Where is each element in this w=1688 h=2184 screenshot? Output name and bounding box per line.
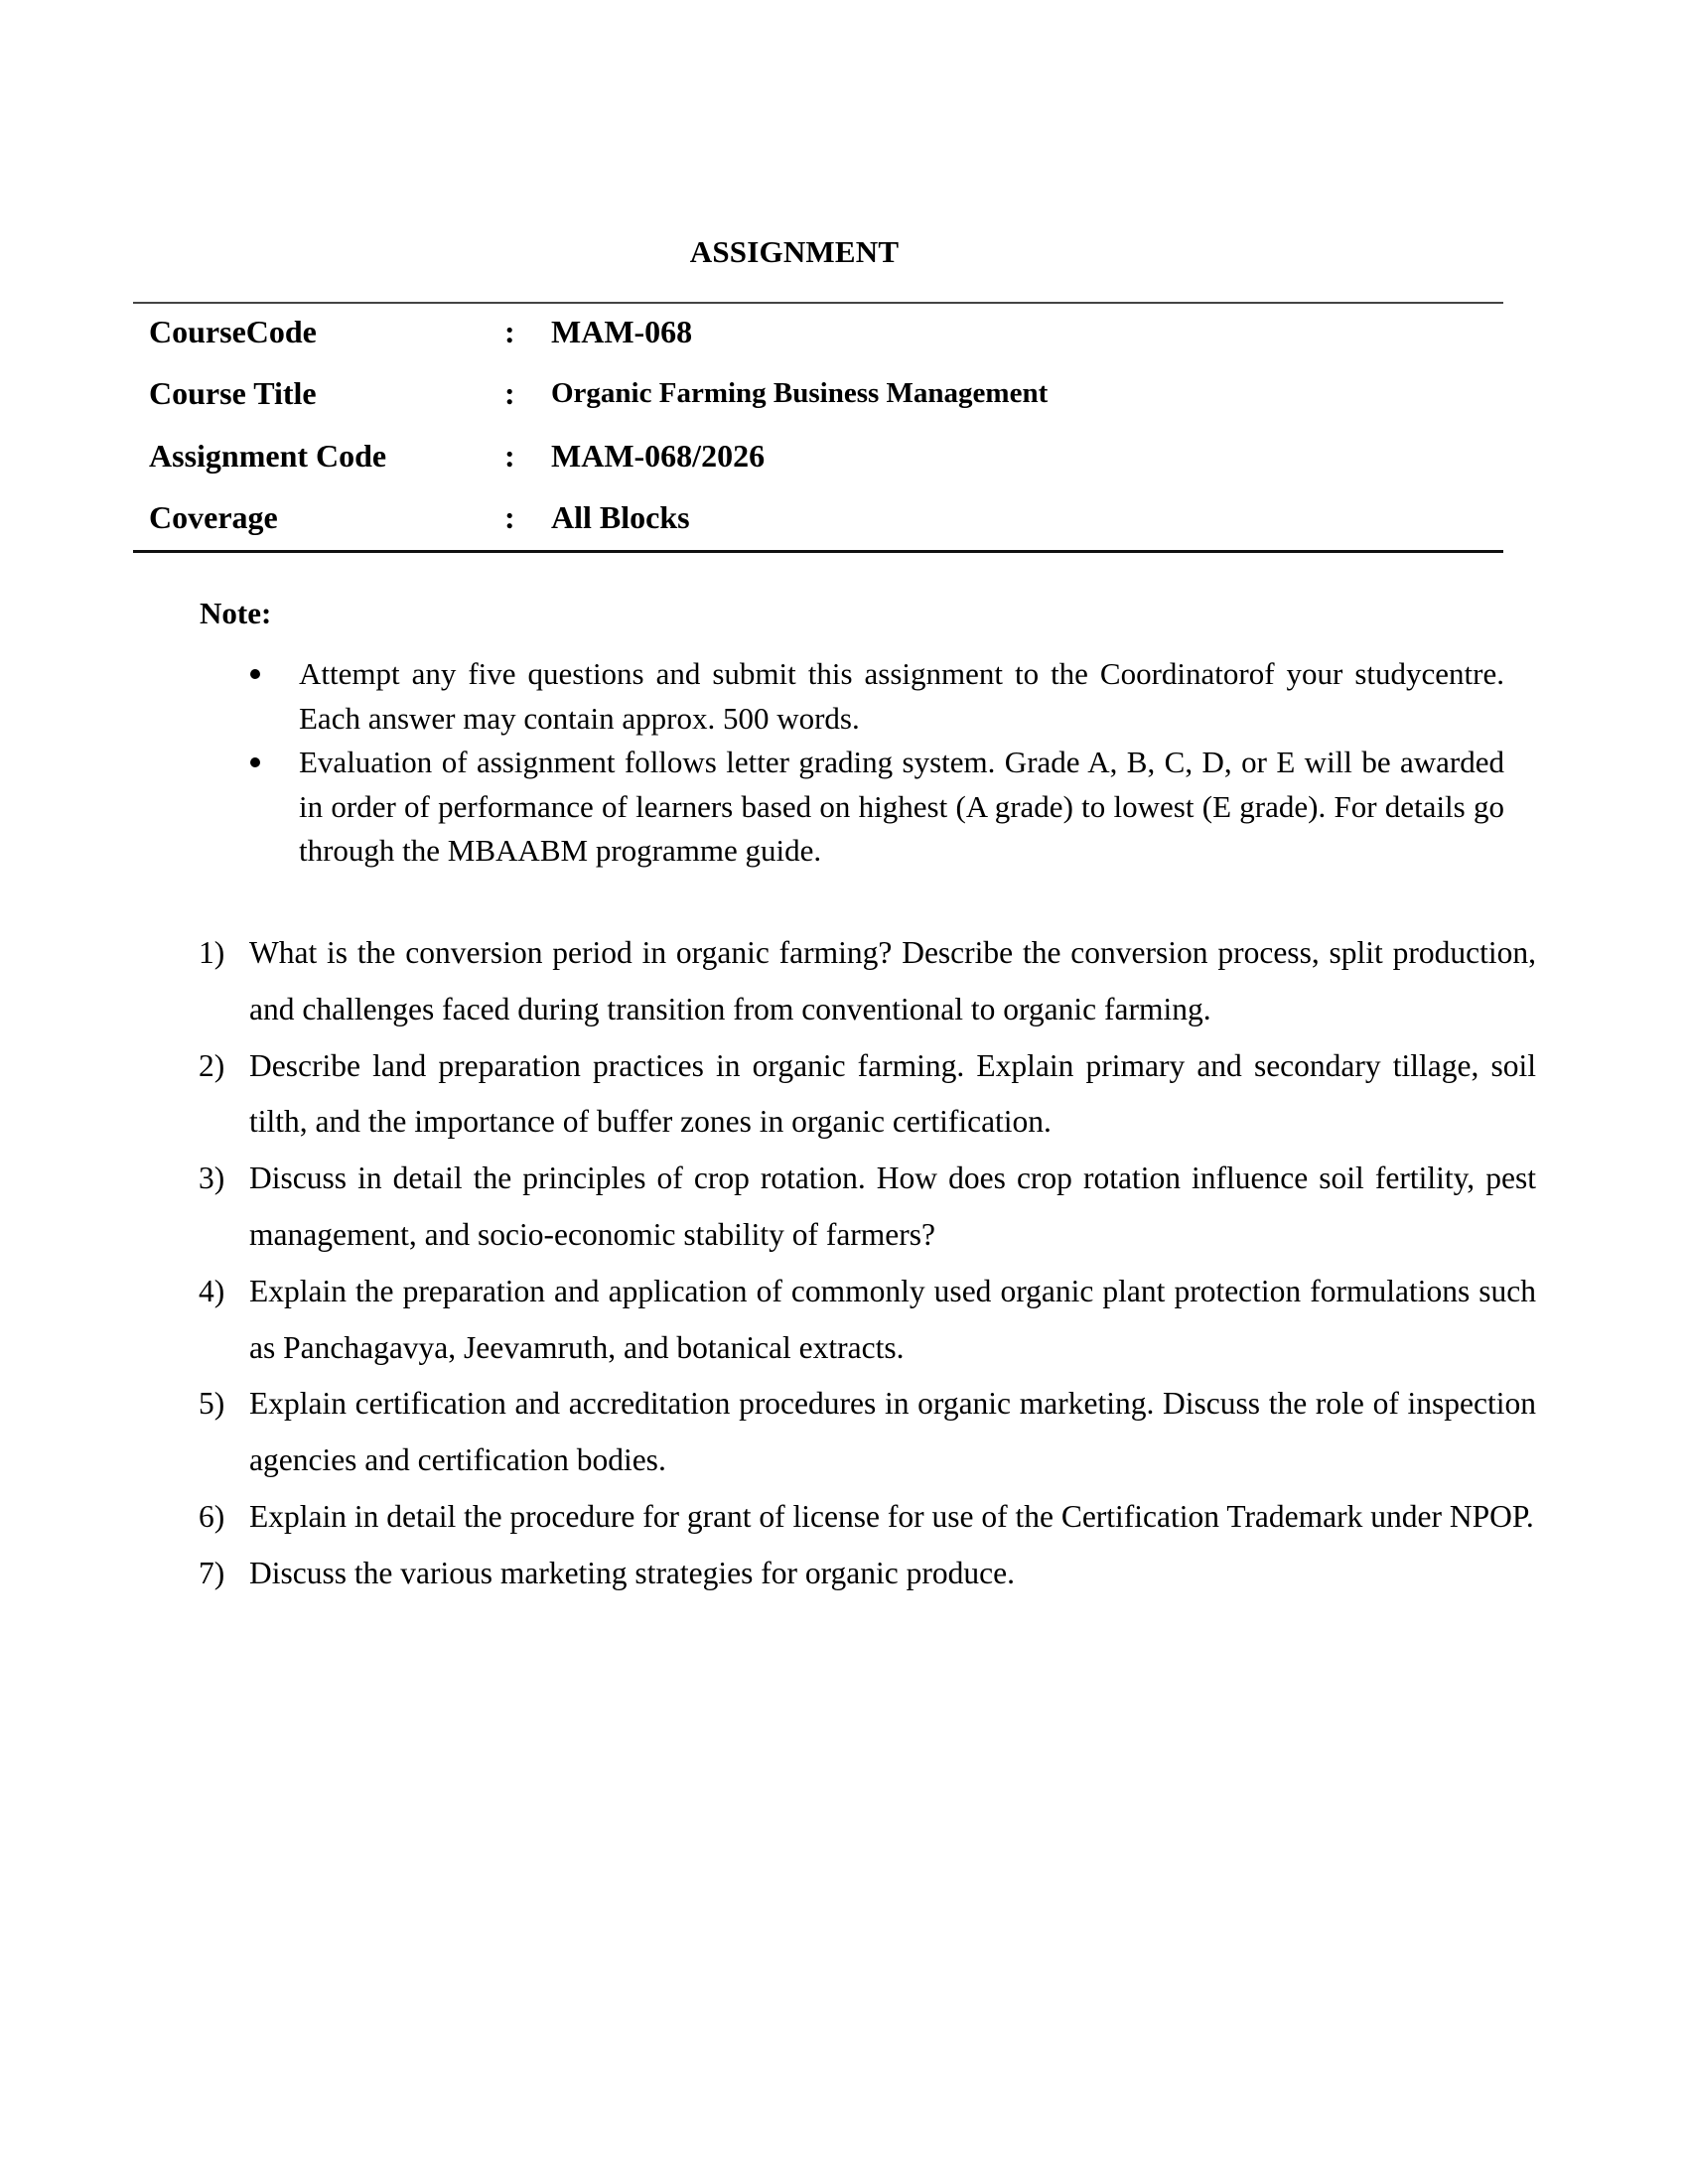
page-title: ASSIGNMENT	[689, 234, 900, 269]
coverage-value: All Blocks	[551, 499, 690, 535]
question-text: Describe land preparation practices in organic farming. Explain primary and secondary tillage, soil tilth, and the importance of buffer zones in organic certification.	[249, 1047, 1536, 1140]
question-item	[199, 1038, 1536, 1152]
question-number: 1)	[199, 935, 225, 970]
note-item	[248, 652, 1504, 741]
question-number: 2)	[199, 1047, 225, 1083]
question-number: 6)	[199, 1498, 225, 1534]
note-list	[248, 652, 1504, 874]
separator: :	[504, 438, 515, 474]
question-list	[199, 925, 1536, 1602]
question-item	[199, 1376, 1536, 1489]
question-item	[199, 1264, 1536, 1377]
separator: :	[504, 314, 515, 349]
course-code-label: CourseCode	[149, 314, 317, 349]
note-text: Evaluation of assignment follows letter grading system. Grade A, B, C, D, or E will be awarded in order of performance of learners based on highest (A grade) to lowest (E grade). For details go through the MBAABM programme guide.	[299, 745, 1504, 868]
table-top-divider	[133, 302, 1503, 304]
table-bottom-divider	[133, 550, 1503, 553]
question-item	[199, 925, 1536, 1038]
separator: :	[504, 375, 515, 411]
question-number: 3)	[199, 1160, 225, 1196]
question-item	[199, 1151, 1536, 1264]
coverage-row	[149, 495, 1499, 539]
question-text: Explain the preparation and application of commonly used organic plant protection formulations such as Panchagavya, Jeevamruth, and botanical extracts.	[249, 1273, 1536, 1365]
assignment-code-label: Assignment Code	[149, 438, 387, 474]
note-heading: Note:	[200, 596, 272, 630]
question-text: Explain certification and accreditation procedures in organic marketing. Discuss the role of inspection agencies and certification bodies.	[249, 1386, 1536, 1478]
question-number: 4)	[199, 1273, 225, 1308]
course-code-row	[149, 310, 1499, 353]
course-code-value: MAM-068	[551, 314, 693, 349]
course-title-label: Course Title	[149, 375, 317, 411]
question-text: Discuss in detail the principles of crop rotation. How does crop rotation influence soil fertility, pest management, and socio-economic stability of farmers?	[249, 1160, 1536, 1252]
question-text: Explain in detail the procedure for grant of license for use of the Certification Trademark under NPOP.	[249, 1498, 1534, 1534]
question-number: 5)	[199, 1386, 225, 1422]
question-number: 7)	[199, 1555, 225, 1590]
assignment-code-value: MAM-068/2026	[551, 438, 766, 474]
assignment-code-row	[149, 434, 1499, 478]
question-text: What is the conversion period in organic farming? Describe the conversion process, split production, and challenges faced during transition from conventional to organic farming.	[249, 935, 1536, 1026]
course-title-row	[149, 371, 1499, 415]
note-text: Attempt any five questions and submit this assignment to the Coordinatorof your studycentre. Each answer may contain approx. 500 words.	[299, 656, 1504, 736]
question-item	[199, 1489, 1536, 1546]
question-text: Discuss the various marketing strategies for organic produce.	[249, 1555, 1015, 1590]
coverage-label: Coverage	[149, 499, 278, 535]
separator: :	[504, 499, 515, 535]
note-item	[248, 741, 1504, 874]
question-item	[199, 1546, 1536, 1602]
course-title-value: Organic Farming Business Management	[551, 377, 1049, 409]
